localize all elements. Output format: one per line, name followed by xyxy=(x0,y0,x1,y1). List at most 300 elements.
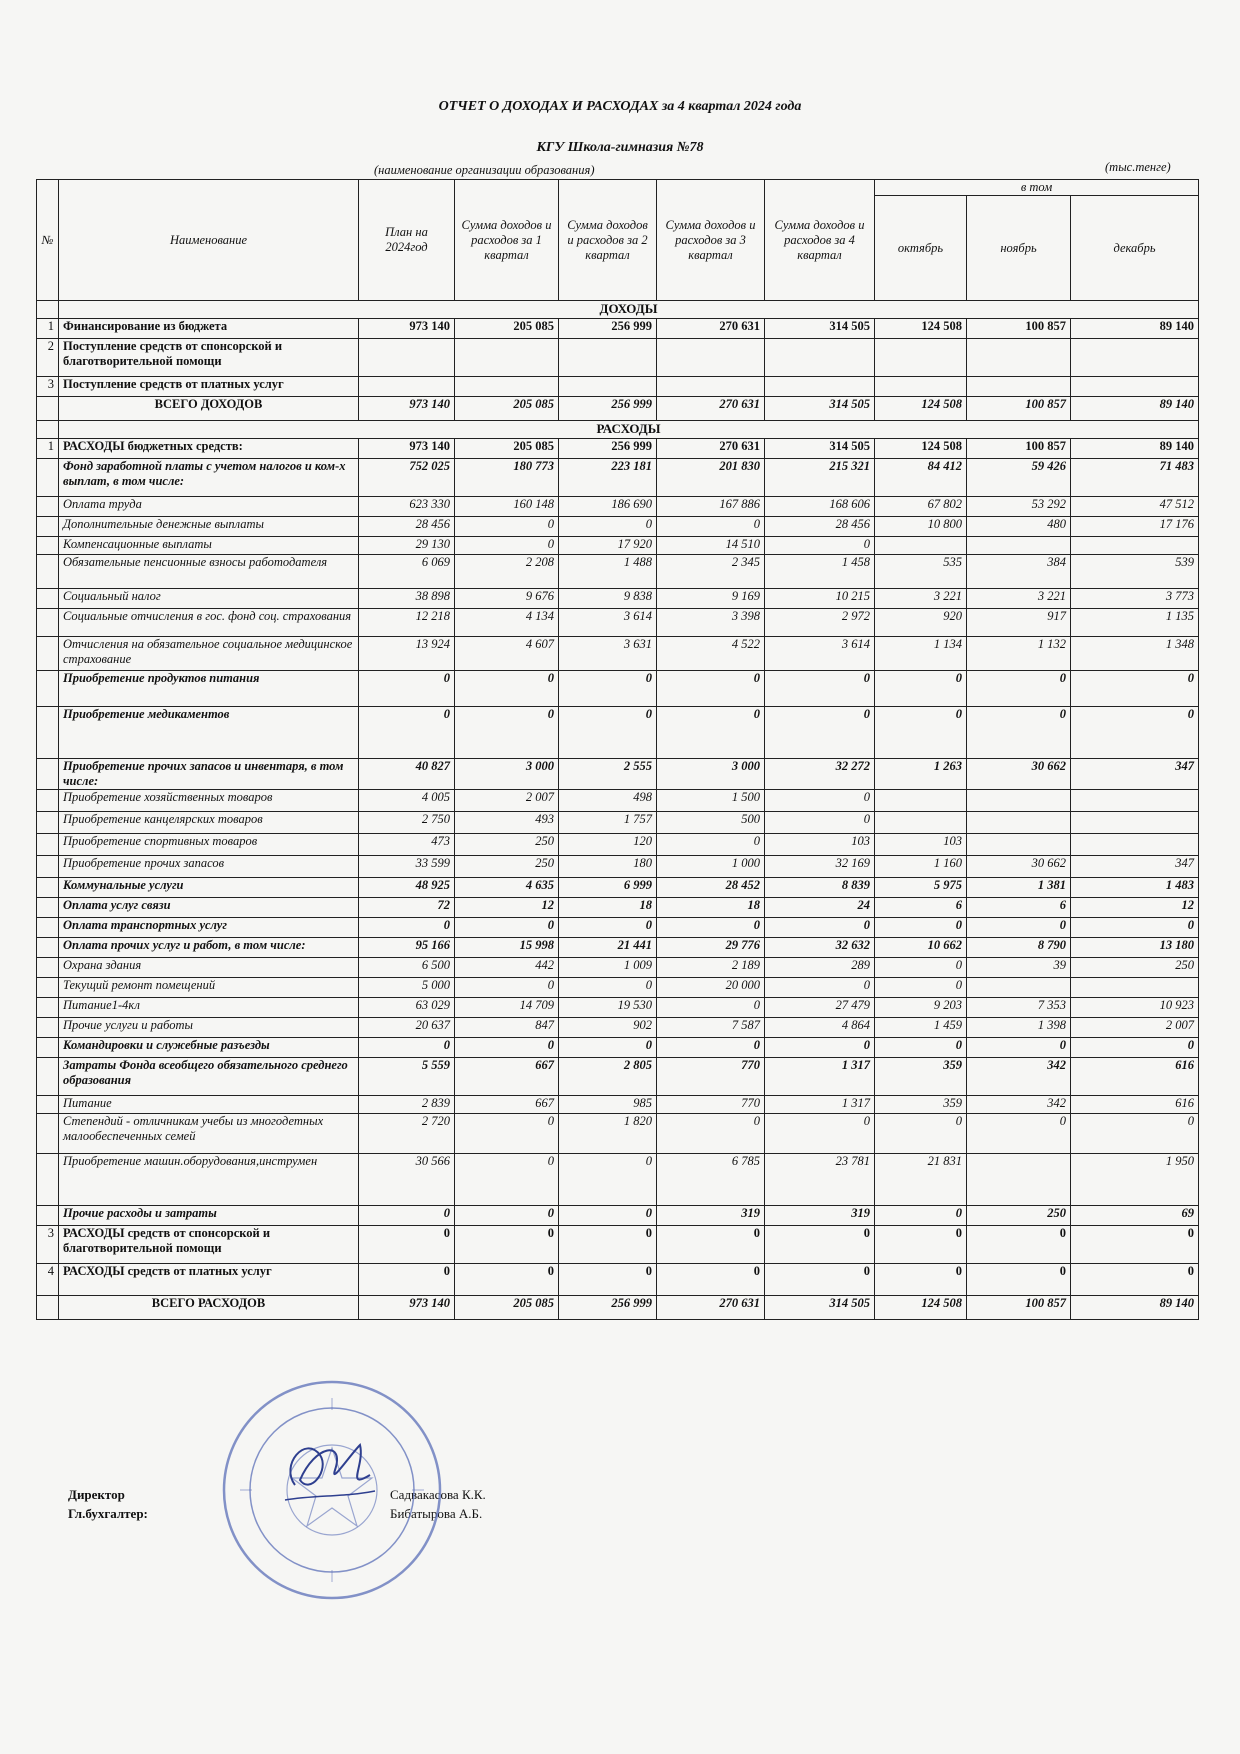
row-number xyxy=(37,517,59,537)
row-value: 84 412 xyxy=(875,459,967,497)
row-name: Поступление средств от платных услуг xyxy=(59,377,359,397)
row-name: Оплата транспортных услуг xyxy=(59,918,359,938)
row-value: 1 459 xyxy=(875,1018,967,1038)
row-value: 18 xyxy=(657,898,765,918)
row-value: 1 398 xyxy=(967,1018,1071,1038)
table-row xyxy=(37,1058,1199,1096)
table-row xyxy=(37,856,1199,878)
row-value: 0 xyxy=(875,1114,967,1154)
row-value: 0 xyxy=(455,1038,559,1058)
row-value: 902 xyxy=(559,1018,657,1038)
row-value: 186 690 xyxy=(559,497,657,517)
row-value: 71 483 xyxy=(1071,459,1199,497)
header-october: октябрь xyxy=(875,196,967,301)
table-row xyxy=(37,319,1199,339)
header-q4: Сумма доходов и расходов за 4 квартал xyxy=(765,180,875,301)
row-value: 215 321 xyxy=(765,459,875,497)
row-value: 250 xyxy=(1071,958,1199,978)
row-value: 0 xyxy=(967,1038,1071,1058)
section-expense xyxy=(37,421,1199,439)
row-number xyxy=(37,812,59,834)
row-value: 89 140 xyxy=(1071,1296,1199,1320)
table-row xyxy=(37,609,1199,637)
row-value: 205 085 xyxy=(455,397,559,421)
accountant-label: Гл.бухгалтер: xyxy=(68,1506,148,1521)
row-value: 0 xyxy=(455,707,559,759)
row-value xyxy=(967,978,1071,998)
row-value: 1 009 xyxy=(559,958,657,978)
table-row xyxy=(37,1264,1199,1296)
row-value: 13 180 xyxy=(1071,938,1199,958)
row-number: 3 xyxy=(37,377,59,397)
header-november: ноябрь xyxy=(967,196,1071,301)
row-value: 0 xyxy=(455,671,559,707)
organization-caption: (наименование организации образования) xyxy=(374,163,595,177)
row-value: 32 169 xyxy=(765,856,875,878)
row-name: Социальный налог xyxy=(59,589,359,609)
row-name: Охрана здания xyxy=(59,958,359,978)
row-number xyxy=(37,555,59,589)
table-row xyxy=(37,834,1199,856)
header-q1: Сумма доходов и расходов за 1 квартал xyxy=(455,180,559,301)
row-value: 0 xyxy=(1071,1264,1199,1296)
row-value xyxy=(559,339,657,377)
row-value: 973 140 xyxy=(359,397,455,421)
row-value: 12 xyxy=(455,898,559,918)
row-name: Обязательные пенсионные взносы работодателя xyxy=(59,555,359,589)
row-value: 920 xyxy=(875,609,967,637)
row-number: 1 xyxy=(37,439,59,459)
row-value xyxy=(875,377,967,397)
report-body xyxy=(37,301,1199,1320)
row-value: 8 790 xyxy=(967,938,1071,958)
row-value: 0 xyxy=(455,1114,559,1154)
row-value: 314 505 xyxy=(765,439,875,459)
row-value: 124 508 xyxy=(875,319,967,339)
row-value: 752 025 xyxy=(359,459,455,497)
row-value: 10 215 xyxy=(765,589,875,609)
row-value: 1 317 xyxy=(765,1096,875,1114)
row-value: 4 635 xyxy=(455,878,559,898)
table-row xyxy=(37,555,1199,589)
row-number xyxy=(37,397,59,421)
row-value: 0 xyxy=(967,707,1071,759)
row-value: 32 632 xyxy=(765,938,875,958)
row-number xyxy=(37,459,59,497)
row-value xyxy=(1071,978,1199,998)
row-value: 3 631 xyxy=(559,637,657,671)
row-name: Приобретение прочих запасов xyxy=(59,856,359,878)
row-value: 667 xyxy=(455,1096,559,1114)
accountant-name: Бибатырова А.Б. xyxy=(390,1506,483,1521)
row-value: 30 662 xyxy=(967,759,1071,790)
row-value: 9 169 xyxy=(657,589,765,609)
row-value xyxy=(559,377,657,397)
row-value: 1 317 xyxy=(765,1058,875,1096)
row-name: РАСХОДЫ средств от спонсорской и благотворительной помощи xyxy=(59,1226,359,1264)
row-name: Приобретение канцелярских товаров xyxy=(59,812,359,834)
row-value: 0 xyxy=(875,707,967,759)
row-value: 0 xyxy=(455,1206,559,1226)
row-value: 4 607 xyxy=(455,637,559,671)
row-value: 53 292 xyxy=(967,497,1071,517)
row-value: 0 xyxy=(559,918,657,938)
row-value xyxy=(1071,790,1199,812)
row-value: 1 820 xyxy=(559,1114,657,1154)
row-value: 319 xyxy=(657,1206,765,1226)
row-number xyxy=(37,637,59,671)
header-number: № xyxy=(37,180,59,301)
table-row xyxy=(37,637,1199,671)
row-value xyxy=(455,377,559,397)
row-value: 0 xyxy=(657,1114,765,1154)
row-value: 103 xyxy=(875,834,967,856)
row-value: 180 xyxy=(559,856,657,878)
signature-labels xyxy=(68,1485,148,1523)
row-value: 1 500 xyxy=(657,790,765,812)
report-title: ОТЧЕТ О ДОХОДАХ И РАСХОДАХ за 4 квартал 2024 года xyxy=(438,99,802,114)
row-value xyxy=(455,339,559,377)
row-value: 616 xyxy=(1071,1096,1199,1114)
row-value xyxy=(359,339,455,377)
table-row xyxy=(37,339,1199,377)
row-value: 9 676 xyxy=(455,589,559,609)
row-value: 1 950 xyxy=(1071,1154,1199,1206)
row-value: 100 857 xyxy=(967,439,1071,459)
row-value xyxy=(875,790,967,812)
row-value: 250 xyxy=(967,1206,1071,1226)
row-name: Коммунальные услуги xyxy=(59,878,359,898)
row-value: 256 999 xyxy=(559,319,657,339)
table-row xyxy=(37,1206,1199,1226)
row-number xyxy=(37,834,59,856)
row-name: РАСХОДЫ средств от платных услуг xyxy=(59,1264,359,1296)
row-value: 493 xyxy=(455,812,559,834)
row-value: 0 xyxy=(359,1038,455,1058)
table-row xyxy=(37,671,1199,707)
row-name: ВСЕГО РАСХОДОВ xyxy=(59,1296,359,1320)
row-value: 205 085 xyxy=(455,1296,559,1320)
row-value: 256 999 xyxy=(559,397,657,421)
row-value: 160 148 xyxy=(455,497,559,517)
row-value xyxy=(1071,834,1199,856)
row-value: 347 xyxy=(1071,759,1199,790)
row-value: 124 508 xyxy=(875,1296,967,1320)
row-value: 0 xyxy=(559,978,657,998)
row-value: 40 827 xyxy=(359,759,455,790)
row-value: 0 xyxy=(359,707,455,759)
row-value: 0 xyxy=(765,812,875,834)
row-value: 2 720 xyxy=(359,1114,455,1154)
row-value: 28 456 xyxy=(359,517,455,537)
row-value: 89 140 xyxy=(1071,319,1199,339)
row-name: Прочие расходы и затраты xyxy=(59,1206,359,1226)
row-value: 535 xyxy=(875,555,967,589)
row-value: 314 505 xyxy=(765,1296,875,1320)
row-value xyxy=(657,339,765,377)
row-value: 28 456 xyxy=(765,517,875,537)
row-value: 0 xyxy=(875,958,967,978)
row-value: 770 xyxy=(657,1058,765,1096)
row-value: 3 000 xyxy=(657,759,765,790)
row-name: Фонд заработной платы с учетом налогов и ком-х выплат, в том числе: xyxy=(59,459,359,497)
row-value: 3 221 xyxy=(967,589,1071,609)
row-value: 0 xyxy=(765,707,875,759)
section-income-label: ДОХОДЫ xyxy=(59,301,1199,319)
table-row xyxy=(37,707,1199,759)
row-value: 0 xyxy=(657,517,765,537)
row-value: 500 xyxy=(657,812,765,834)
row-value: 100 857 xyxy=(967,1296,1071,1320)
row-value: 3 614 xyxy=(765,637,875,671)
row-name: Степендий - отличникам учебы из многодетных малообеспеченных семей xyxy=(59,1114,359,1154)
row-name: РАСХОДЫ бюджетных средств: xyxy=(59,439,359,459)
row-value: 0 xyxy=(967,918,1071,938)
organization-name: КГУ Школа-гимназия №78 xyxy=(536,140,704,155)
row-value: 473 xyxy=(359,834,455,856)
row-value: 256 999 xyxy=(559,439,657,459)
row-name: Оплата услуг связи xyxy=(59,898,359,918)
row-name: ВСЕГО ДОХОДОВ xyxy=(59,397,359,421)
section-income xyxy=(37,301,1199,319)
director-label: Директор xyxy=(68,1487,125,1502)
row-value: 0 xyxy=(1071,1114,1199,1154)
row-value: 4 134 xyxy=(455,609,559,637)
row-value: 7 587 xyxy=(657,1018,765,1038)
row-value: 3 398 xyxy=(657,609,765,637)
row-value: 30 662 xyxy=(967,856,1071,878)
section-expense-label: РАСХОДЫ xyxy=(59,421,1199,439)
row-value: 0 xyxy=(455,978,559,998)
row-number xyxy=(37,671,59,707)
row-value: 180 773 xyxy=(455,459,559,497)
row-value: 0 xyxy=(967,1226,1071,1264)
row-value: 2 750 xyxy=(359,812,455,834)
row-value: 5 559 xyxy=(359,1058,455,1096)
row-value: 205 085 xyxy=(455,319,559,339)
row-value: 667 xyxy=(455,1058,559,1096)
row-value: 0 xyxy=(559,1154,657,1206)
row-value: 289 xyxy=(765,958,875,978)
row-value: 314 505 xyxy=(765,397,875,421)
row-name: Текущий ремонт помещений xyxy=(59,978,359,998)
row-value: 2 839 xyxy=(359,1096,455,1114)
row-value: 33 599 xyxy=(359,856,455,878)
row-value: 0 xyxy=(455,1154,559,1206)
row-value: 539 xyxy=(1071,555,1199,589)
row-number xyxy=(37,1154,59,1206)
row-value: 3 614 xyxy=(559,609,657,637)
row-value xyxy=(765,339,875,377)
row-value: 347 xyxy=(1071,856,1199,878)
row-value: 359 xyxy=(875,1096,967,1114)
row-value: 342 xyxy=(967,1058,1071,1096)
row-value: 256 999 xyxy=(559,1296,657,1320)
row-value: 18 xyxy=(559,898,657,918)
row-value: 0 xyxy=(765,1038,875,1058)
row-value: 1 263 xyxy=(875,759,967,790)
row-value xyxy=(875,812,967,834)
row-value: 0 xyxy=(1071,1226,1199,1264)
row-value: 270 631 xyxy=(657,319,765,339)
row-value: 0 xyxy=(559,1226,657,1264)
row-number: 4 xyxy=(37,1264,59,1296)
row-value: 0 xyxy=(559,1264,657,1296)
row-value: 2 208 xyxy=(455,555,559,589)
row-value: 89 140 xyxy=(1071,397,1199,421)
row-value: 0 xyxy=(359,671,455,707)
row-value: 0 xyxy=(1071,671,1199,707)
row-value: 0 xyxy=(455,537,559,555)
row-value: 29 130 xyxy=(359,537,455,555)
row-number xyxy=(37,537,59,555)
row-value: 0 xyxy=(765,1264,875,1296)
row-number xyxy=(37,978,59,998)
table-row xyxy=(37,978,1199,998)
row-value: 0 xyxy=(875,671,967,707)
header-q3: Сумма доходов и расходов за 3 квартал xyxy=(657,180,765,301)
row-name: Приобретение прочих запасов и инвентаря, в том числе: xyxy=(59,759,359,790)
row-value: 1 348 xyxy=(1071,637,1199,671)
signature-scribble xyxy=(275,1425,385,1515)
row-value: 0 xyxy=(967,671,1071,707)
row-value: 0 xyxy=(1071,918,1199,938)
row-number xyxy=(37,1058,59,1096)
row-value xyxy=(967,1154,1071,1206)
row-value: 9 203 xyxy=(875,998,967,1018)
row-value: 6 999 xyxy=(559,878,657,898)
table-row xyxy=(37,1038,1199,1058)
row-value: 3 221 xyxy=(875,589,967,609)
table-row xyxy=(37,537,1199,555)
table-row xyxy=(37,998,1199,1018)
table-row xyxy=(37,397,1199,421)
row-value: 5 975 xyxy=(875,878,967,898)
row-value: 1 757 xyxy=(559,812,657,834)
row-name: Приобретение медикаментов xyxy=(59,707,359,759)
table-row xyxy=(37,1114,1199,1154)
row-value: 223 181 xyxy=(559,459,657,497)
row-value: 39 xyxy=(967,958,1071,978)
table-row xyxy=(37,497,1199,517)
row-value: 6 xyxy=(875,898,967,918)
row-value: 973 140 xyxy=(359,319,455,339)
row-name: Оплата прочих услуг и работ, в том числе: xyxy=(59,938,359,958)
row-name: Приобретение спортивных товаров xyxy=(59,834,359,856)
row-value: 30 566 xyxy=(359,1154,455,1206)
table-row xyxy=(37,759,1199,790)
row-name: Поступление средств от спонсорской и благотворительной помощи xyxy=(59,339,359,377)
row-value: 24 xyxy=(765,898,875,918)
row-value: 0 xyxy=(657,998,765,1018)
row-name: Оплата труда xyxy=(59,497,359,517)
row-value: 384 xyxy=(967,555,1071,589)
row-value: 14 510 xyxy=(657,537,765,555)
row-value: 3 773 xyxy=(1071,589,1199,609)
row-value: 19 530 xyxy=(559,998,657,1018)
row-value: 442 xyxy=(455,958,559,978)
row-value: 0 xyxy=(765,1226,875,1264)
row-value: 973 140 xyxy=(359,1296,455,1320)
row-value xyxy=(967,377,1071,397)
row-number xyxy=(37,918,59,938)
row-value: 2 805 xyxy=(559,1058,657,1096)
row-value: 0 xyxy=(657,671,765,707)
row-value: 9 838 xyxy=(559,589,657,609)
row-number xyxy=(37,707,59,759)
row-name: Затраты Фонда всеобщего обязательного среднего образования xyxy=(59,1058,359,1096)
row-value: 770 xyxy=(657,1096,765,1114)
row-value: 6 500 xyxy=(359,958,455,978)
row-value: 1 458 xyxy=(765,555,875,589)
row-value: 95 166 xyxy=(359,938,455,958)
row-value xyxy=(1071,812,1199,834)
row-number xyxy=(37,609,59,637)
row-number xyxy=(37,958,59,978)
row-value: 4 864 xyxy=(765,1018,875,1038)
row-value: 0 xyxy=(657,918,765,938)
row-value xyxy=(875,339,967,377)
row-value: 0 xyxy=(657,1226,765,1264)
row-name: Приобретение продуктов питания xyxy=(59,671,359,707)
row-number xyxy=(37,1114,59,1154)
table-row xyxy=(37,938,1199,958)
row-value: 1 135 xyxy=(1071,609,1199,637)
row-value: 12 xyxy=(1071,898,1199,918)
row-value: 0 xyxy=(765,671,875,707)
row-value xyxy=(967,790,1071,812)
row-value: 67 802 xyxy=(875,497,967,517)
row-value: 47 512 xyxy=(1071,497,1199,517)
row-value: 498 xyxy=(559,790,657,812)
row-value: 6 069 xyxy=(359,555,455,589)
table-row xyxy=(37,1296,1199,1320)
row-value: 0 xyxy=(359,1206,455,1226)
row-value: 20 000 xyxy=(657,978,765,998)
row-value: 1 488 xyxy=(559,555,657,589)
row-value: 0 xyxy=(875,1226,967,1264)
table-row xyxy=(37,898,1199,918)
row-name: Компенсационные выплаты xyxy=(59,537,359,555)
row-value: 100 857 xyxy=(967,319,1071,339)
row-value: 985 xyxy=(559,1096,657,1114)
row-value: 2 189 xyxy=(657,958,765,978)
table-row xyxy=(37,958,1199,978)
row-value: 973 140 xyxy=(359,439,455,459)
row-number xyxy=(37,589,59,609)
row-value: 15 998 xyxy=(455,938,559,958)
row-value: 59 426 xyxy=(967,459,1071,497)
row-value: 13 924 xyxy=(359,637,455,671)
row-value: 480 xyxy=(967,517,1071,537)
row-value: 120 xyxy=(559,834,657,856)
report-table xyxy=(36,179,1199,1320)
row-value: 0 xyxy=(1071,707,1199,759)
row-value: 100 857 xyxy=(967,397,1071,421)
row-value: 616 xyxy=(1071,1058,1199,1096)
row-number xyxy=(37,856,59,878)
row-number xyxy=(37,878,59,898)
row-value: 38 898 xyxy=(359,589,455,609)
row-value: 167 886 xyxy=(657,497,765,517)
row-value: 124 508 xyxy=(875,397,967,421)
row-number xyxy=(37,898,59,918)
row-value: 124 508 xyxy=(875,439,967,459)
row-value: 17 920 xyxy=(559,537,657,555)
row-value: 0 xyxy=(455,517,559,537)
row-number xyxy=(37,998,59,1018)
row-name: Питание xyxy=(59,1096,359,1114)
